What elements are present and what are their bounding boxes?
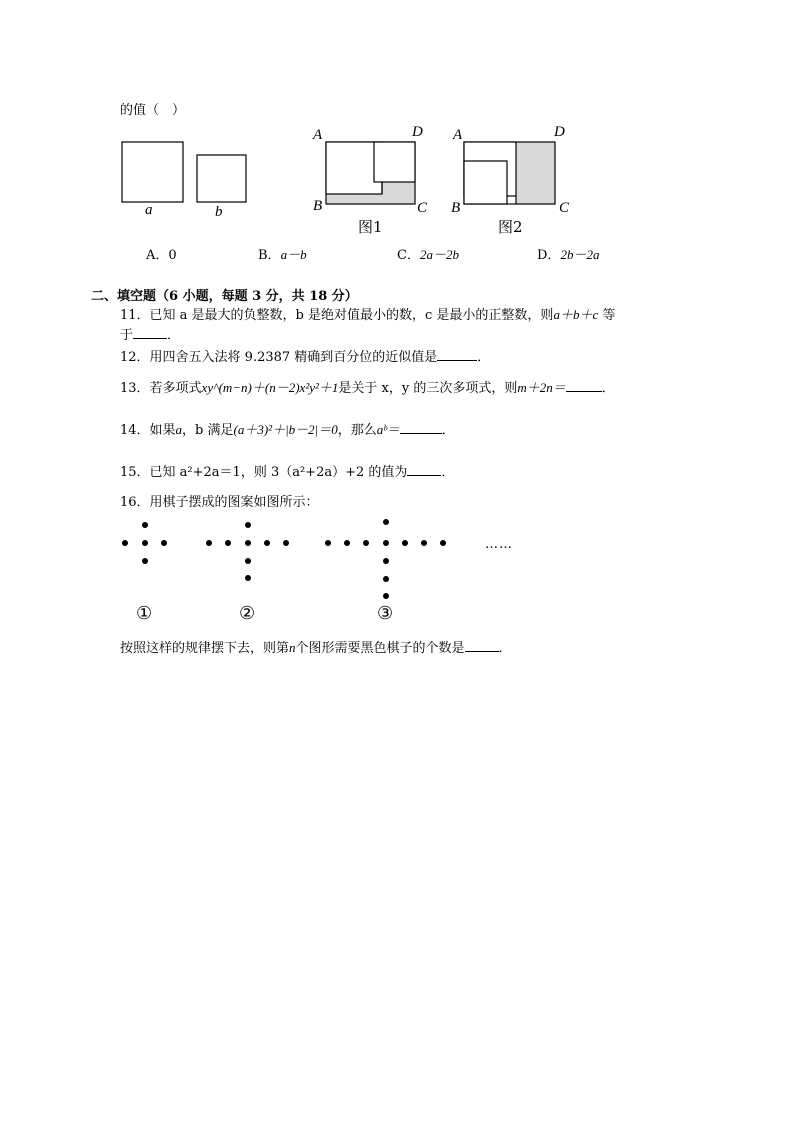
label-a: a <box>145 202 153 218</box>
dot <box>421 540 427 546</box>
q16-footer: 按照这样的规律摆下去，则第n个图形需要黑色棋子的个数是 ． <box>120 640 512 656</box>
fig1-label-C: C <box>417 200 428 216</box>
dot <box>440 540 446 546</box>
fig2-label-C: C <box>559 200 570 216</box>
dot <box>142 522 148 528</box>
option-d: D．2b－2a <box>537 247 600 263</box>
option-b: B．a－b <box>258 247 307 263</box>
dot <box>245 575 251 581</box>
q15: 15．已知 a²+2a＝1，则 3（a²+2a）+2 的值为 ． <box>120 461 454 480</box>
fig1-label-D: D <box>412 124 423 140</box>
section-title: 二、填空题（6 小题，每题 3 分，共 18 分） <box>91 289 358 304</box>
option-c: C．2a－2b <box>397 247 459 263</box>
dot <box>363 540 369 546</box>
dot <box>206 540 212 546</box>
ellipsis: …… <box>485 537 513 552</box>
marker-3: ③ <box>377 603 394 624</box>
dot <box>225 540 231 546</box>
dot <box>383 576 389 582</box>
dot <box>245 540 251 546</box>
q10-tail: 的值（ ） <box>120 103 186 118</box>
q14: 14．如果a，b 满足(a＋3)²＋|b－2|＝0，那么aᵇ＝ ． <box>120 422 455 438</box>
fig1-caption: 图1 <box>358 218 383 236</box>
option-a: A．0 <box>146 248 177 263</box>
dot <box>245 522 251 528</box>
q13: 13．若多项式xy^(m−n)＋(n－2)x²y²＋1是关于 x，y 的三次多项式，则m＋2n＝ ． <box>120 380 615 396</box>
dot <box>383 558 389 564</box>
q12: 12．用四舍五入法将 9.2387 精确到百分位的近似值是 ． <box>120 346 490 365</box>
label-b: b <box>215 204 223 220</box>
dot <box>122 540 128 546</box>
dot <box>264 540 270 546</box>
fig2-label-D: D <box>554 124 565 140</box>
q16: 16．用棋子摆成的图案如图所示： <box>120 495 319 510</box>
marker-1: ① <box>136 603 153 624</box>
dot <box>383 593 389 599</box>
q11-line2: 于 ． <box>120 324 180 343</box>
dot <box>325 540 331 546</box>
fig2-caption: 图2 <box>498 218 523 236</box>
q11: 11．已知 a 是最大的负整数，b 是绝对值最小的数，c 是最小的正整数，则a＋b＋c 等 <box>120 307 616 323</box>
marker-2: ② <box>239 603 256 624</box>
dot <box>344 540 350 546</box>
dot <box>402 540 408 546</box>
dot <box>383 540 389 546</box>
fig2-label-B: B <box>451 200 461 216</box>
fig2-label-A: A <box>453 127 463 143</box>
dot <box>383 519 389 525</box>
fig1-label-A: A <box>313 127 323 143</box>
dot <box>142 558 148 564</box>
dot <box>245 558 251 564</box>
fig1-label-B: B <box>313 198 323 214</box>
q16-blank <box>465 638 499 652</box>
dot <box>161 540 167 546</box>
dot <box>142 540 148 546</box>
dot <box>283 540 289 546</box>
